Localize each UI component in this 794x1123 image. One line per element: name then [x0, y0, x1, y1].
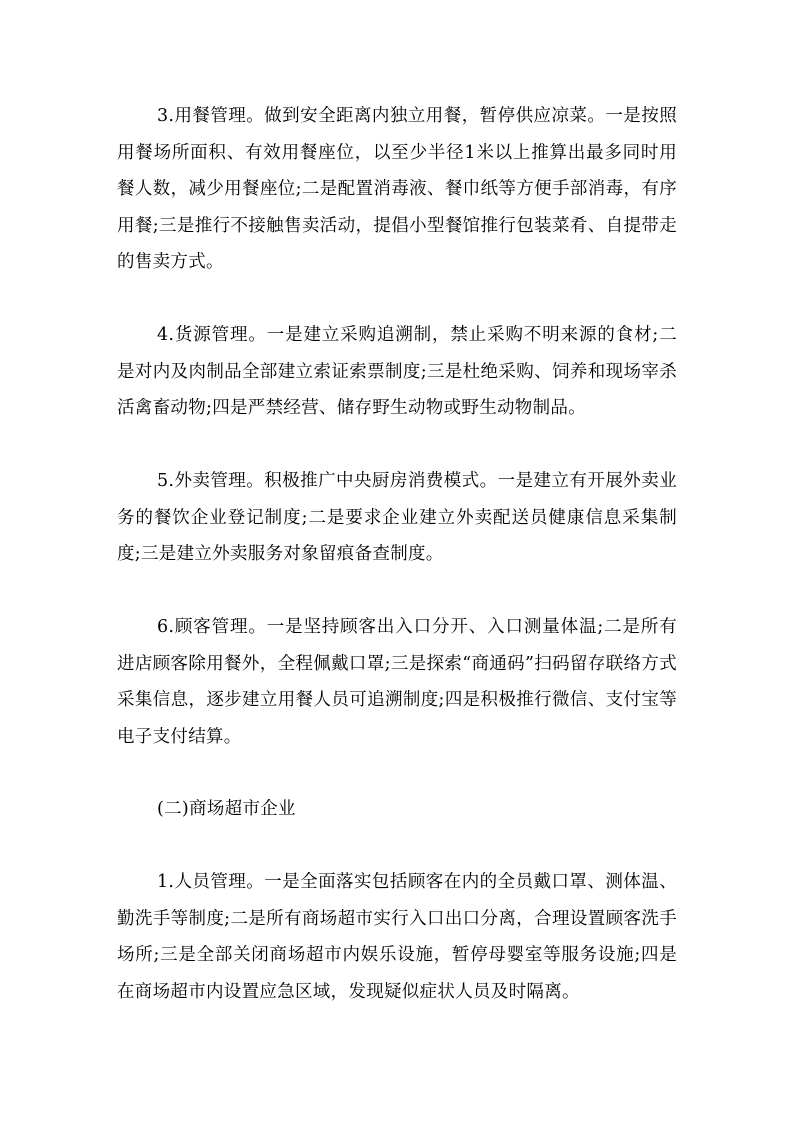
paragraph-supply-management: 4.货源管理。一是建立采购追溯制，禁止采购不明来源的食材;二是对内及肉制品全部建立索证索票制度;三是杜绝采购、饲养和现场宰杀活禽畜动物;四是严禁经营、储存野生动物或野生动物制品。	[117, 325, 677, 418]
paragraph-customer-management: 6.顾客管理。一是坚持顾客出入口分开、入口测量体温;二是所有进店顾客除用餐外，全程佩戴口罩;三是探索“商通码”扫码留存联络方式采集信息，逐步建立用餐人员可追溯制度;四是积极推行微信、支付宝等电子支付结算。	[117, 617, 677, 747]
paragraph-staff-management: 1.人员管理。一是全面落实包括顾客在内的全员戴口罩、测体温、勤洗手等制度;二是所有商场超市实行入口出口分离，合理设置顾客洗手场所;三是全部关闭商场超市内娱乐设施，暂停母婴室等服务设施;四是在商场超市内设置应急区域，发现疑似症状人员及时隔离。	[117, 872, 677, 1002]
paragraph-takeout-management: 5.外卖管理。积极推广中央厨房消费模式。一是建立有开展外卖业务的餐饮企业登记制度;二是要求企业建立外卖配送员健康信息采集制度;三是建立外卖服务对象留痕备查制度。	[117, 471, 677, 564]
section-heading-malls-supermarkets: (二)商场超市企业	[157, 799, 296, 819]
paragraph-dining-management: 3.用餐管理。做到安全距离内独立用餐，暂停供应凉菜。一是按照用餐场所面积、有效用餐座位，以至少半径1米以上推算出最多同时用餐人数，减少用餐座位;二是配置消毒液、餐巾纸等方便手部消毒，有序用餐;三是推行不接触售卖活动，提倡小型餐馆推行包装菜肴、自提带走的售卖方式。	[117, 106, 677, 272]
